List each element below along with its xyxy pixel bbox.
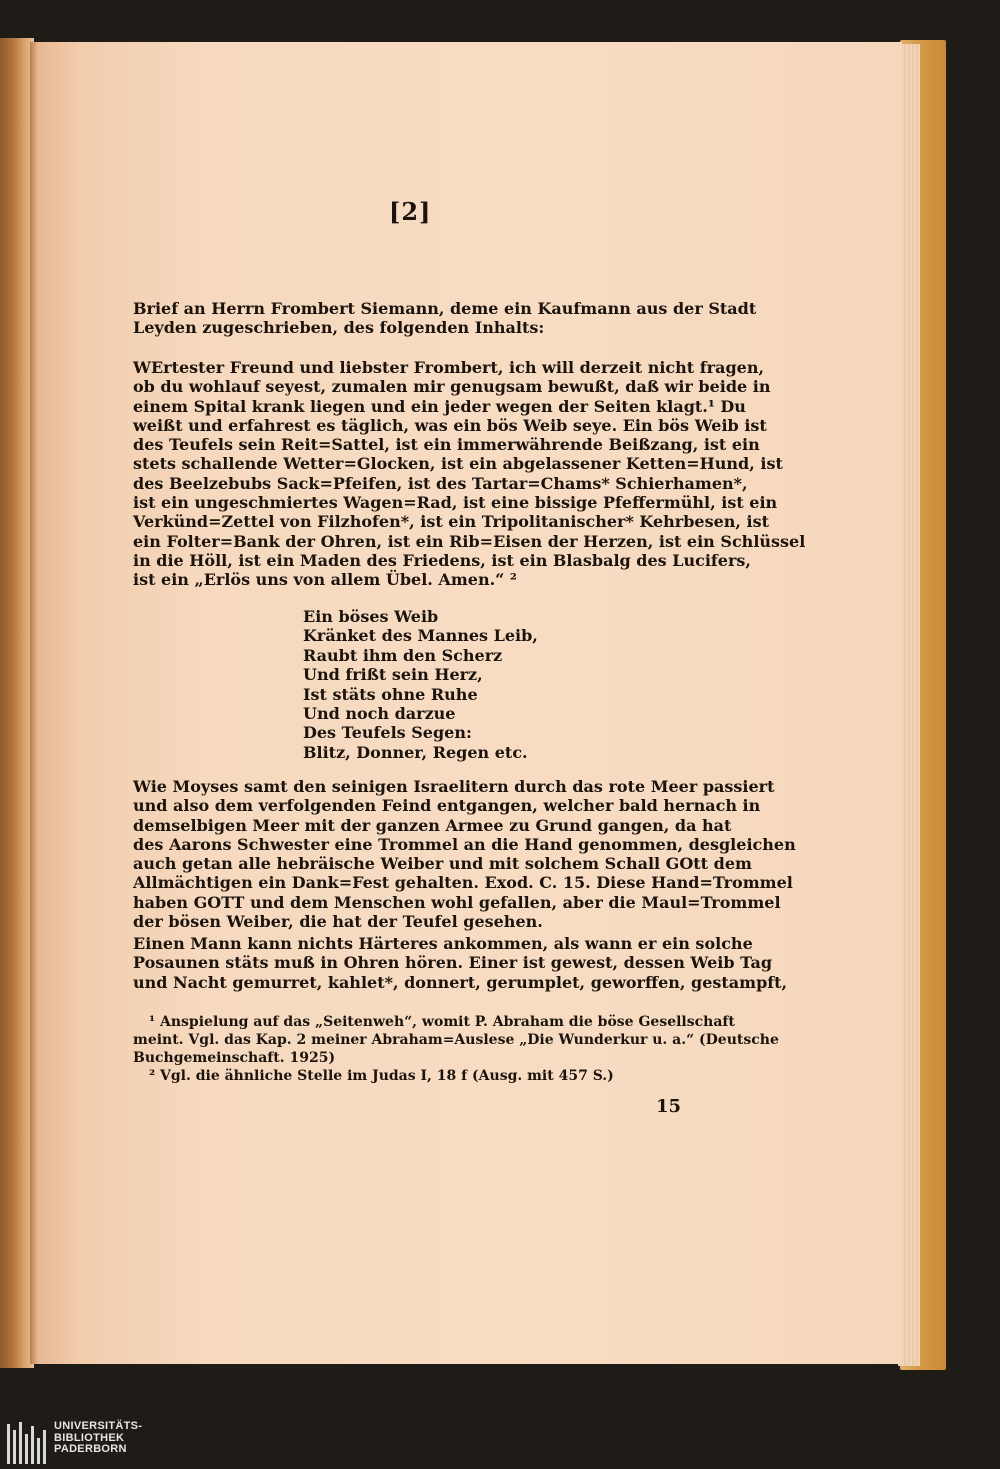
text-line: demselbigen Meer mit der ganzen Armee zu Grund gangen, da hat [133,815,732,835]
page-number: 15 [656,1096,682,1117]
left-page-edge [0,38,34,1368]
intro-paragraph [133,299,757,338]
text-line: Wie Moyses samt den seinigen Israelitern durch das rote Meer passiert [133,777,775,796]
text-line: einem Spital krank liegen und ein jeder wegen der Seiten klagt.¹ Du [133,396,746,416]
text-line: ob du wohlauf seyest, zumalen mir genugsam bewußt, daß wir beide in [133,377,771,397]
poem [303,607,538,762]
poem-line: Blitz, Donner, Regen etc. [303,742,528,762]
poem-line: Ein böses Weib [303,607,439,626]
moyses-paragraph [133,777,796,932]
text-line: des Teufels sein Reit=Sattel, ist ein immerwährende Beißzang, ist ein [133,435,760,455]
text-line: ein Folter=Bank der Ohren, ist ein Rib=Eisen der Herzen, ist ein Schlüssel [133,531,806,551]
library-name-line: UNIVERSITÄTS- [54,1420,143,1432]
text-line: des Aarons Schwester eine Trommel an die Hand genommen, desgleichen [133,834,796,854]
text-line: Brief an Herrn Frombert Siemann, deme ein Kaufmann aus der Stadt [133,299,757,318]
poem-line: Raubt ihm den Scherz [303,645,503,665]
text-line: Allmächtigen ein Dank=Fest gehalten. Exod. C. 15. Diese Hand=Trommel [133,873,793,893]
text-line: auch getan alle hebräische Weiber und mit solchem Schall GOtt dem [133,854,752,874]
poem-line: Des Teufels Segen: [303,723,472,743]
text-line: Verkünd=Zettel von Filzhofen*, ist ein Tripolitanischer* Kehrbesen, ist [133,512,770,532]
text-line: und also dem verfolgenden Feind entgangen, welcher bald hernach in [133,796,761,816]
text-line: stets schallende Wetter=Glocken, ist ein abgelassener Ketten=Hund, ist [133,454,783,474]
library-name [54,1421,142,1456]
footnote-line: ² Vgl. die ähnliche Stelle im Judas I, 18 f (Ausg. mit 457 S.) [149,1068,614,1084]
text-line: haben GOTT und dem Menschen wohl gefallen, aber die Maul=Trommel [133,892,781,912]
text-line: ist ein „Erlös uns von allem Übel. Amen.“ ² [133,570,517,590]
chapter-heading: [2] [389,197,432,226]
library-emblem-icon [6,1420,48,1466]
poem-line: Kränket des Mannes Leib, [303,626,538,646]
poem-line: Ist stäts ohne Ruhe [303,684,478,704]
mann-paragraph [133,934,788,992]
footnote-line: Buchgemeinschaft. 1925) [133,1050,336,1066]
footnotes [133,1013,779,1085]
text-line: in die Höll, ist ein Maden des Friedens, ist ein Blasbalg des Lucifers, [133,550,751,570]
text-line: ist ein ungeschmiertes Wagen=Rad, ist eine bissige Pfeffermühl, ist ein [133,493,778,513]
letter-paragraph [133,358,806,590]
text-line: Leyden zugeschrieben, des folgenden Inhalts: [133,318,545,338]
text-line: und Nacht gemurret, kahlet*, donnert, gerumplet, geworffen, gestampft, [133,972,788,992]
text-line: Posaunen stäts muß in Ohren hören. Einer ist gewest, dessen Weib Tag [133,953,773,973]
text-line: der bösen Weiber, die hat der Teufel gesehen. [133,912,543,932]
poem-line: Und frißt sein Herz, [303,665,483,685]
library-logo [0,1418,200,1469]
page-gutter [30,42,38,1364]
text-line: Einen Mann kann nichts Härteres ankommen, als wann er ein solche [133,934,753,953]
text-line: WErtester Freund und liebster Frombert, ich will derzeit nicht fragen, [133,358,765,377]
footnote-line: ¹ Anspielung auf das „Seitenweh“, womit P. Abraham die böse Gesellschaft [149,1014,735,1030]
library-name-line: BIBLIOTHEK [54,1431,125,1444]
text-line: weißt und erfahrest es täglich, was ein bös Weib seye. Ein bös Weib ist [133,415,767,435]
footnote-line: meint. Vgl. das Kap. 2 meiner Abraham=Auslese „Die Wunderkur u. a.“ (Deutsche [133,1032,779,1048]
poem-line: Und noch darzue [303,704,456,724]
library-name-line: PADERBORN [54,1443,127,1455]
text-line: des Beelzebubs Sack=Pfeifen, ist des Tartar=Chams* Schierhamen*, [133,473,748,493]
